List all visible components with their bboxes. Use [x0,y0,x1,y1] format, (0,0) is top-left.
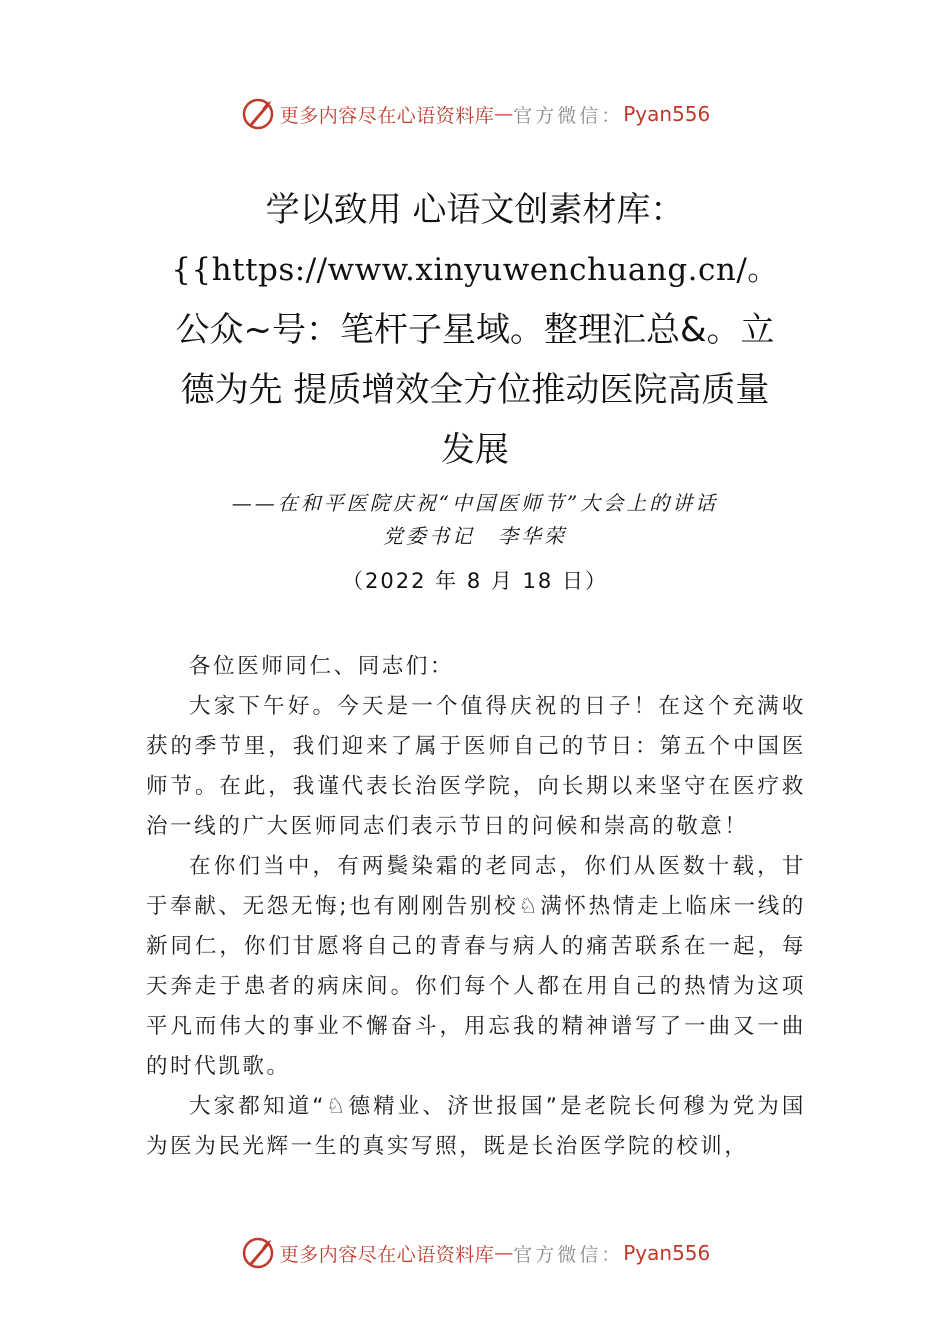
banner-site-text: 更多内容尽在心语资料库 [279,104,495,127]
banner-wechat-label: 官方微信： [513,104,624,127]
quill-logo-icon [240,96,276,132]
banner-dash: — [494,1242,514,1264]
speaker: 党委书记 李华荣 [383,524,567,548]
title-line-1: 学以致用 心语文创素材库： [265,190,685,230]
paragraph-3: 大家都知道“♘德精业、济世报国”是老院长何穆为党为国为医为民光辉一生的真实写照，既是长治医学院的校训， [146,1094,806,1159]
paragraph-2: 在你们当中，有两鬓染霜的老同志，你们从医数十载，甘于奉献、无怨无悔;也有刚刚告别校♘满怀热情走上临床一线的新同仁，你们甘愿将自己的青春与病人的痛苦联系在一起，每天奔走于患者的病床间。你们每个人都在用自己的热情为这项平凡而伟大的事业不懈奋斗，用忘我的精神谱写了一曲又一曲的时代凯歌。 [146,854,806,1079]
title-line-3: 公众~号：笔杆子星域。整理汇总&。立 [175,310,775,350]
speech-date: （2022 年 8 月 18 日） [342,569,608,593]
title-line-2-url: {{https://www.xinyuwenchuang.cn/。 [171,252,779,288]
document-title [150,180,800,480]
banner-wechat-id: Pyan556 [623,1241,711,1265]
banner-wechat-id: Pyan556 [623,102,711,126]
salutation: 各位医师同仁、同志们： [189,654,455,679]
banner-site-text: 更多内容尽在心语资料库 [279,1243,495,1266]
title-line-5: 发展 [441,430,509,470]
banner-dash: — [494,103,514,125]
paragraph-1: 大家下午好。今天是一个值得庆祝的日子！在这个充满收获的季节里，我们迎来了属于医师自己的节日：第五个中国医师节。在此，我谨代表长治医学院，向长期以来坚守在医疗救治一线的广大医师同志们表示节日的问候和崇高的敬意！ [146,694,806,839]
footer-banner [0,1233,950,1273]
title-line-4: 德为先 提质增效全方位推动医院高质量 [180,370,770,410]
quill-logo-icon [240,1235,276,1271]
subtitle: ——在和平医院庆祝“中国医师节”大会上的讲话 [231,491,719,515]
banner-wechat-label: 官方微信： [513,1243,624,1266]
speech-body [146,647,806,1167]
header-banner [0,94,950,134]
